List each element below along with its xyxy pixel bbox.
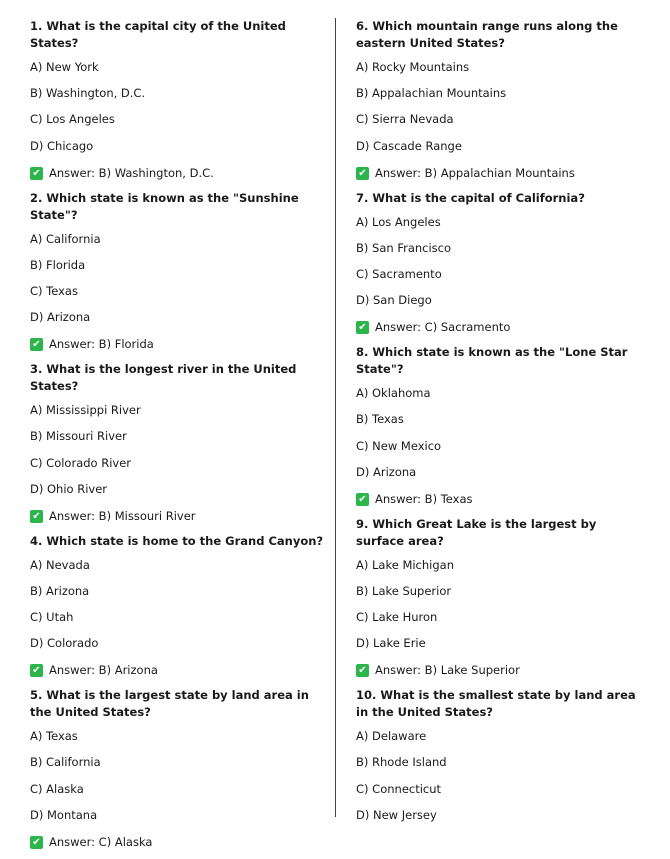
- question-block: [356, 190, 646, 337]
- answer-text: Answer: B) Lake Superior: [375, 663, 520, 678]
- answer-option: A) Lake Michigan: [356, 557, 455, 572]
- answer-line: [30, 508, 328, 525]
- answer-option: D) Ohio River: [30, 481, 108, 496]
- answer-option: C) Utah: [30, 610, 74, 625]
- question-block: [356, 687, 646, 824]
- answer-option: C) Lake Huron: [356, 610, 438, 625]
- question-text: 6. Which mountain range runs along the eastern United States?: [356, 19, 618, 50]
- check-mark-icon: ✔: [30, 510, 43, 523]
- answer-option: A) New York: [30, 60, 99, 74]
- answer-option: B) Texas: [356, 412, 404, 427]
- answer-option: B) Appalachian Mountains: [356, 86, 507, 101]
- column-divider: [335, 18, 336, 817]
- answer-option: D) Colorado: [30, 636, 99, 651]
- answer-option: D) New Jersey: [356, 807, 437, 822]
- question-block: [30, 190, 328, 354]
- check-mark-icon: ✔: [356, 664, 369, 677]
- question-text: 8. Which state is known as the "Lone Star State"?: [356, 345, 628, 377]
- answer-line: [356, 319, 646, 336]
- question-text: 5. What is the largest state by land area in the United States?: [30, 688, 309, 720]
- answer-option: A) Oklahoma: [356, 386, 431, 401]
- answer-option: A) Texas: [30, 729, 78, 744]
- answer-option: D) Cascade Range: [356, 138, 462, 153]
- question-text: 10. What is the smallest state by land area in the United States?: [356, 688, 636, 720]
- answer-line: [356, 165, 646, 182]
- answer-option: C) Los Angeles: [30, 112, 115, 127]
- answer-text: Answer: C) Alaska: [49, 834, 153, 849]
- question-block: [30, 361, 328, 525]
- answer-line: [30, 336, 328, 353]
- answer-text: Answer: B) Florida: [49, 337, 154, 352]
- question-text: 1. What is the capital city of the United States?: [30, 19, 286, 50]
- answer-line: [30, 834, 328, 851]
- answer-option: A) Los Angeles: [356, 214, 441, 229]
- answer-option: B) Lake Superior: [356, 583, 452, 598]
- question-text: 2. Which state is known as the "Sunshine State"?: [30, 190, 299, 222]
- answer-text: Answer: C) Sacramento: [375, 320, 511, 335]
- check-mark-icon: ✔: [356, 321, 369, 334]
- answer-option: B) Rhode Island: [356, 755, 447, 770]
- answer-option: A) Mississippi River: [30, 403, 141, 418]
- question-block: [30, 687, 328, 851]
- answer-text: Answer: B) Washington, D.C.: [49, 165, 214, 180]
- right-column: [356, 18, 646, 833]
- answer-line: [30, 165, 328, 182]
- answer-option: A) Delaware: [356, 729, 427, 744]
- answer-option: B) Arizona: [30, 583, 90, 598]
- answer-option: C) Sacramento: [356, 266, 442, 281]
- answer-option: D) San Diego: [356, 293, 432, 308]
- check-mark-icon: ✔: [30, 836, 43, 849]
- check-mark-icon: ✔: [30, 167, 43, 180]
- answer-option: C) Texas: [30, 283, 78, 298]
- question-block: [356, 18, 646, 182]
- answer-option: B) Missouri River: [30, 429, 127, 444]
- check-mark-icon: ✔: [30, 338, 43, 351]
- answer-option: B) San Francisco: [356, 240, 452, 255]
- answer-line: [356, 491, 646, 508]
- answer-option: B) Florida: [30, 257, 86, 272]
- answer-option: A) California: [30, 231, 101, 246]
- question-text: 9. Which Great Lake is the largest by surface area?: [356, 516, 597, 548]
- answer-option: C) Connecticut: [356, 781, 442, 796]
- question-text: 4. Which state is home to the Grand Canyon?: [30, 533, 324, 548]
- answer-option: C) Colorado River: [30, 455, 132, 470]
- answer-line: [356, 662, 646, 679]
- question-block: [30, 18, 328, 182]
- answer-text: Answer: B) Appalachian Mountains: [375, 165, 575, 180]
- question-block: [356, 344, 646, 508]
- answer-text: Answer: B) Arizona: [49, 663, 158, 678]
- left-column: [30, 18, 328, 859]
- answer-option: C) New Mexico: [356, 438, 442, 453]
- answer-option: B) California: [30, 755, 101, 770]
- question-block: [356, 516, 646, 680]
- check-mark-icon: ✔: [356, 493, 369, 506]
- answer-text: Answer: B) Texas: [375, 491, 473, 506]
- question-text: 3. What is the longest river in the United States?: [30, 362, 297, 394]
- answer-option: A) Nevada: [30, 557, 90, 572]
- answer-line: [30, 662, 328, 679]
- answer-option: D) Arizona: [30, 310, 91, 325]
- answer-option: C) Alaska: [30, 781, 84, 796]
- answer-option: C) Sierra Nevada: [356, 112, 454, 127]
- answer-option: D) Chicago: [30, 138, 94, 153]
- check-mark-icon: ✔: [30, 664, 43, 677]
- answer-option: B) Washington, D.C.: [30, 86, 146, 101]
- answer-option: D) Lake Erie: [356, 636, 426, 651]
- answer-option: D) Montana: [30, 807, 98, 822]
- check-mark-icon: ✔: [356, 167, 369, 180]
- answer-option: A) Rocky Mountains: [356, 60, 470, 74]
- question-block: [30, 533, 328, 680]
- answer-option: D) Arizona: [356, 464, 417, 479]
- answer-text: Answer: B) Missouri River: [49, 508, 196, 523]
- question-text: 7. What is the capital of California?: [356, 190, 585, 205]
